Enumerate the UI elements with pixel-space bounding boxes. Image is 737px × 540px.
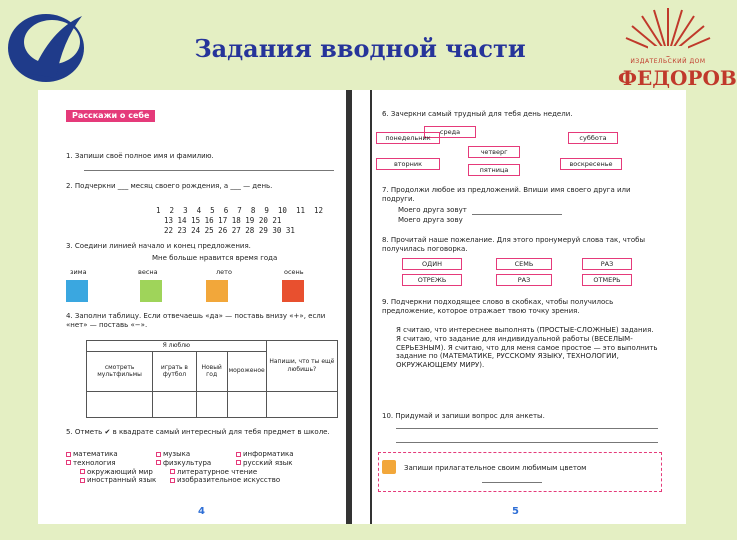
right-page xyxy=(370,90,670,524)
subject-checkbox[interactable]: информатика xyxy=(236,450,294,459)
task-10: 10. Придумай и запиши вопрос для анкеты. xyxy=(382,412,545,420)
summer-flowers-icon xyxy=(206,280,228,302)
snowflake-icon xyxy=(66,280,88,302)
preferences-table xyxy=(86,340,338,418)
table-cell: Новый год xyxy=(196,351,227,391)
weekday-box[interactable]: воскресенье xyxy=(560,158,622,170)
table-cell: мороженое xyxy=(227,351,266,391)
slide-title: Задания вводной части xyxy=(194,34,526,63)
calendar-days[interactable] xyxy=(156,206,323,236)
publisher-logo xyxy=(618,2,737,92)
task-6: 6. Зачеркни самый трудный для тебя день недели. xyxy=(382,110,573,118)
answer-line[interactable] xyxy=(396,428,658,429)
weekday-box[interactable]: четверг xyxy=(468,146,520,158)
subject-checkbox[interactable]: музыка xyxy=(156,450,236,459)
subject-checkbox[interactable]: технология xyxy=(66,459,156,468)
proverb-word[interactable]: СЕМЬ xyxy=(496,258,552,270)
table-head: Напиши, что ты ещё любишь? xyxy=(266,341,337,392)
season-label: лето xyxy=(216,268,232,276)
task-7-a: Моего друга зовут xyxy=(398,206,467,214)
proverb-word[interactable]: ОТРЕЖЬ xyxy=(402,274,462,286)
task-3-sentence: Мне больше нравится время года xyxy=(152,254,278,262)
publisher-name: ФЕДОРОВ xyxy=(618,66,737,90)
task-9: 9. Подчеркни подходящее слово в скобках, чтобы получилось предложение, которое отражает твою точку зрения. xyxy=(382,298,614,315)
answer-line[interactable] xyxy=(396,442,658,443)
answer-cell[interactable] xyxy=(153,391,196,417)
page-number: 4 xyxy=(198,505,205,517)
weekday-box[interactable]: понедельник xyxy=(376,132,440,144)
ornament-logo-icon xyxy=(2,2,94,90)
task-4: 4. Заполни таблицу. Если отвечаешь «да» — поставь внизу «+», если «нет» — поставь «−». xyxy=(66,312,326,329)
weekday-box[interactable]: среда xyxy=(424,126,476,138)
proverb-word[interactable]: ОТМЕРЬ xyxy=(582,274,632,286)
weekday-box[interactable]: пятница xyxy=(468,164,520,176)
pencil-icon xyxy=(382,460,396,474)
proverb-word[interactable]: ОДИН xyxy=(402,258,462,270)
task-5: 5. Отметь ✔ в квадрате самый интересный для тебя предмет в школе. xyxy=(66,428,330,436)
subject-checkbox[interactable]: иностранный язык xyxy=(80,476,170,485)
task-9-text: Я считаю, что интереснее выполнять (ПРОСТЫЕ-СЛОЖНЫЕ) задания. Я считаю, что задание для индивидуальной работы (ВЕСЕЛЫМ-СЕРЬЕЗНЫМ). Я считаю, что для меня самое простое — это выполнить задание по (МАТЕМАТИКЕ, РУССКОМУ ЯЗЫКУ, ТЕХНОЛОГИИ, ОКРУЖАЮЩЕМУ МИРУ). xyxy=(396,326,658,369)
bottom-note: Запиши прилагательное своим любимым цветом xyxy=(404,464,587,472)
left-heading: Расскажи о себе xyxy=(66,110,155,122)
days-row: 22 23 24 25 26 27 28 29 30 31 xyxy=(164,226,295,235)
task-8: 8. Прочитай наше пожелание. Для этого пронумеруй слова так, чтобы получилась поговорка. xyxy=(382,236,646,253)
task-7: 7. Продолжи любое из предложений. Впиши имя своего друга или подруги. xyxy=(382,186,631,203)
left-page xyxy=(56,90,352,524)
subject-checkbox[interactable]: изобразительное искусство xyxy=(170,476,280,485)
table-cell: смотреть мультфильмы xyxy=(87,351,153,391)
task-3: 3. Соедини линией начало и конец предложения. xyxy=(66,242,251,250)
answer-cell[interactable] xyxy=(227,391,266,417)
task-7-b: Моего друга зову xyxy=(398,216,463,224)
answer-cell[interactable] xyxy=(266,391,337,417)
answer-cell[interactable] xyxy=(196,391,227,417)
weekday-box[interactable]: вторник xyxy=(376,158,440,170)
season-label: весна xyxy=(138,268,158,276)
spring-flower-icon xyxy=(140,280,162,302)
sunrise-icon xyxy=(618,2,718,58)
answer-line[interactable] xyxy=(482,482,542,483)
autumn-leaf-icon xyxy=(282,280,304,302)
subjects-list xyxy=(66,450,346,485)
task-2: 2. Подчеркни ___ месяц своего рождения, а ___ — день. xyxy=(66,182,273,190)
subject-checkbox[interactable]: математика xyxy=(66,450,156,459)
table-head: Я люблю xyxy=(87,341,267,352)
answer-line[interactable] xyxy=(472,214,562,215)
task-1: 1. Запиши своё полное имя и фамилию. xyxy=(66,152,214,160)
subject-checkbox[interactable]: русский язык xyxy=(236,459,293,468)
publisher-small-label: ИЗДАТЕЛЬСКИЙ ДОМ xyxy=(630,58,706,65)
days-row: 13 14 15 16 17 18 19 20 21 xyxy=(164,216,282,225)
textbook-spread xyxy=(38,90,686,524)
table-cell: играть в футбол xyxy=(153,351,196,391)
season-label: осень xyxy=(284,268,304,276)
subject-checkbox[interactable]: окружающий мир xyxy=(80,468,170,477)
weekday-box[interactable]: суббота xyxy=(568,132,618,144)
season-label: зима xyxy=(70,268,87,276)
subject-checkbox[interactable]: литературное чтение xyxy=(170,468,257,477)
proverb-word[interactable]: РАЗ xyxy=(582,258,632,270)
days-row: 1 2 3 4 5 6 7 8 9 10 11 12 xyxy=(156,206,324,215)
slide-header xyxy=(0,0,737,92)
answer-line[interactable] xyxy=(84,170,334,171)
answer-cell[interactable] xyxy=(87,391,153,417)
subject-checkbox[interactable]: физкультура xyxy=(156,459,236,468)
page-number: 5 xyxy=(512,505,519,517)
proverb-word[interactable]: РАЗ xyxy=(496,274,552,286)
